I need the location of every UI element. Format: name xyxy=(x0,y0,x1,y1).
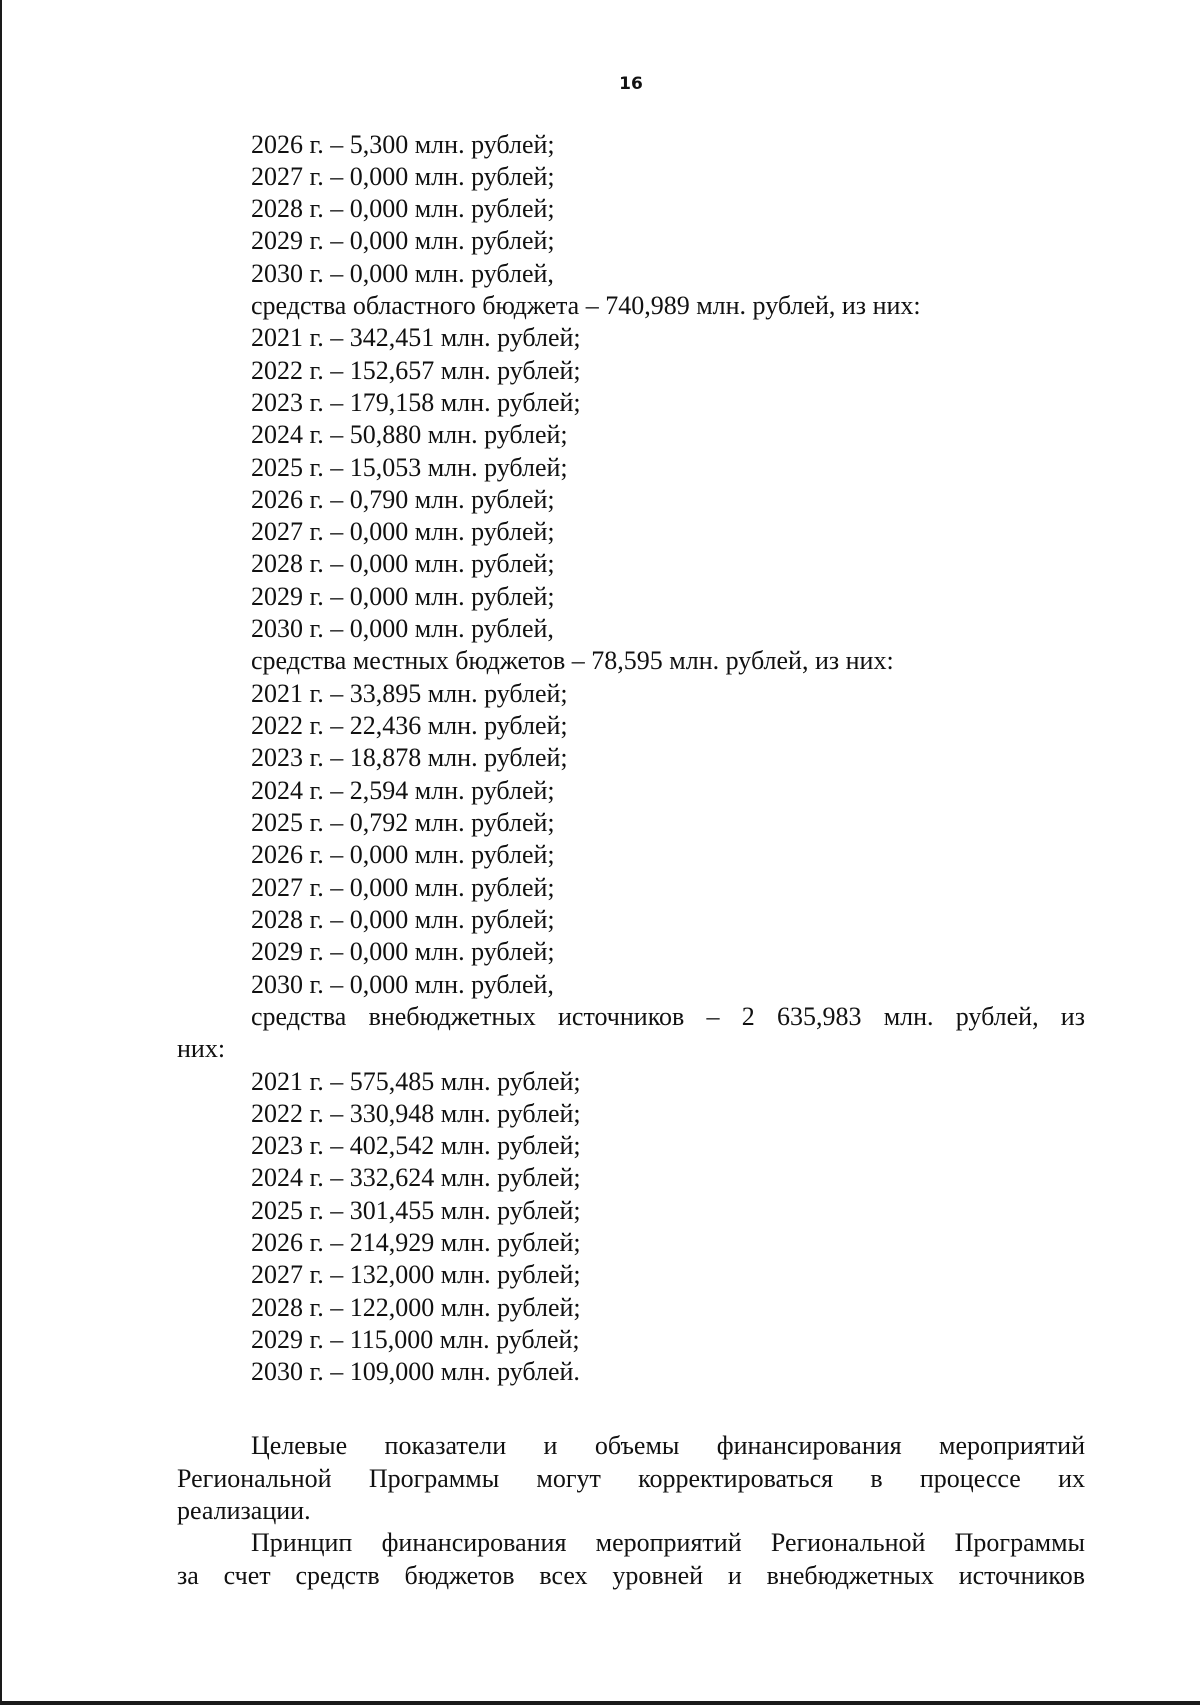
text-line: 2030 г. – 0,000 млн. рублей, xyxy=(251,259,554,288)
text-line: 2024 г. – 50,880 млн. рублей; xyxy=(251,420,568,449)
text-line: 2026 г. – 0,790 млн. рублей; xyxy=(251,485,555,514)
text-line: 2027 г. – 132,000 млн. рублей; xyxy=(251,1260,581,1289)
text-line: 2026 г. – 214,929 млн. рублей; xyxy=(251,1228,581,1257)
text-line: 2024 г. – 2,594 млн. рублей; xyxy=(251,776,555,805)
text-line: 2022 г. – 22,436 млн. рублей; xyxy=(251,711,568,740)
text-line: 2028 г. – 122,000 млн. рублей; xyxy=(251,1293,581,1322)
text-line: 2021 г. – 575,485 млн. рублей; xyxy=(251,1067,581,1096)
text-line: 2021 г. – 342,451 млн. рублей; xyxy=(251,323,581,352)
text-line: 2029 г. – 0,000 млн. рублей; xyxy=(251,582,555,611)
text-line: 2029 г. – 0,000 млн. рублей; xyxy=(251,937,555,966)
text-line: 2025 г. – 301,455 млн. рублей; xyxy=(251,1196,581,1225)
text-line: 2023 г. – 402,542 млн. рублей; xyxy=(251,1131,581,1160)
text-line: 2026 г. – 5,300 млн. рублей; xyxy=(251,130,555,159)
text-line: 2022 г. – 152,657 млн. рублей; xyxy=(251,356,581,385)
text-line: 2029 г. – 0,000 млн. рублей; xyxy=(251,226,555,255)
text-line: 2029 г. – 115,000 млн. рублей; xyxy=(251,1325,580,1354)
text-line: 2027 г. – 0,000 млн. рублей; xyxy=(251,517,555,546)
section-heading-line: средства местных бюджетов – 78,595 млн. рублей, из них: xyxy=(251,646,894,675)
text-line: 2027 г. – 0,000 млн. рублей; xyxy=(251,162,555,191)
text-line: 2022 г. – 330,948 млн. рублей; xyxy=(251,1099,581,1128)
text-line: 2028 г. – 0,000 млн. рублей; xyxy=(251,549,555,578)
paragraph-line: за счет средств бюджетов всех уровней и внебюджетных источников xyxy=(177,1561,1085,1590)
paragraph-line: Целевые показатели и объемы финансирования мероприятий xyxy=(251,1431,1085,1460)
section-heading-line: средства областного бюджета – 740,989 млн. рублей, из них: xyxy=(251,291,921,320)
text-line: 2023 г. – 179,158 млн. рублей; xyxy=(251,388,581,417)
text-line: 2030 г. – 0,000 млн. рублей, xyxy=(251,970,554,999)
text-line: 2026 г. – 0,000 млн. рублей; xyxy=(251,840,555,869)
paragraph-line: Региональной Программы могут корректироваться в процессе их xyxy=(177,1464,1085,1493)
page-number: 16 xyxy=(619,74,643,94)
scan-border-bottom xyxy=(0,1701,1200,1705)
text-line: них: xyxy=(177,1034,226,1063)
paragraph-line: реализации. xyxy=(177,1496,311,1525)
text-line: 2025 г. – 15,053 млн. рублей; xyxy=(251,453,568,482)
text-line: 2021 г. – 33,895 млн. рублей; xyxy=(251,679,568,708)
text-line: 2027 г. – 0,000 млн. рублей; xyxy=(251,873,555,902)
text-line: 2025 г. – 0,792 млн. рублей; xyxy=(251,808,555,837)
text-line: 2028 г. – 0,000 млн. рублей; xyxy=(251,194,555,223)
text-line: 2023 г. – 18,878 млн. рублей; xyxy=(251,743,568,772)
text-line: 2030 г. – 109,000 млн. рублей. xyxy=(251,1357,580,1386)
scan-border-left xyxy=(0,0,2,1705)
text-line: 2028 г. – 0,000 млн. рублей; xyxy=(251,905,555,934)
section-heading-line: средства внебюджетных источников – 2 635,983 млн. рублей, из xyxy=(251,1002,1085,1031)
text-line: 2024 г. – 332,624 млн. рублей; xyxy=(251,1163,581,1192)
paragraph-line: Принцип финансирования мероприятий Региональной Программы xyxy=(251,1528,1085,1557)
text-line: 2030 г. – 0,000 млн. рублей, xyxy=(251,614,554,643)
